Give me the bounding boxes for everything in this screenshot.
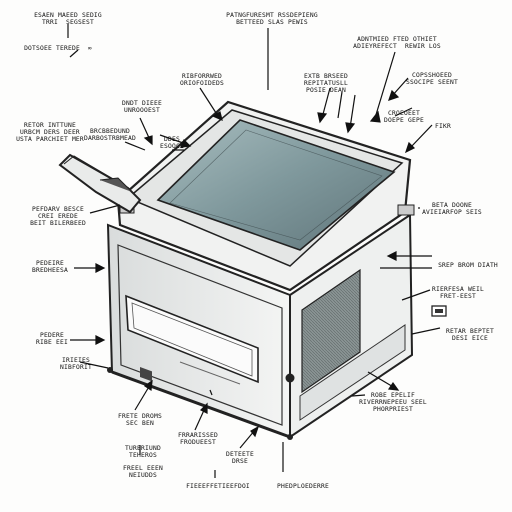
label-right-frk: FIKR [435, 123, 451, 130]
label-right-lower: RETAR BEPTET DESI EICE [446, 328, 494, 342]
label-bottom-center: FIEEEFFETIEEFDOI [186, 483, 250, 490]
label-bottom-left-1: FRETE DROMS SEC BEN [118, 413, 162, 427]
lid-handle[interactable] [60, 155, 140, 212]
label-top-right-1: ADNTMIED FTED OTHIET ADIEYREFECT REWIR LOS [353, 36, 441, 50]
label-top-left-note: ESAEN MAEED SEDIG TRRI SEGSEST [34, 12, 102, 26]
label-bottom-left-3: FREEL EEEN NEIUDDS [123, 465, 163, 479]
label-left-lower-1: PEDERE RIBE EEI [36, 332, 68, 346]
label-center-lid-1: EXTB BRSEED REPITATUSLL POSIE DEAN [304, 73, 348, 94]
side-knob[interactable] [286, 374, 295, 383]
label-top-right-2: COPSSHOEED SSOCIPE SEENT [406, 72, 458, 86]
label-right-side: SREP BROM DIATH [438, 262, 498, 269]
label-lid-left: RIBFORRWED ORIOFOIDEDS [180, 73, 224, 87]
label-left-upper-2: BRCBBEDUND DARBOSTRBMEAD [84, 128, 136, 142]
label-top-left-sub: DOTSOEE TEREDE ∞ [24, 45, 92, 52]
label-top-center: PATNGFURESMT RSSDEPIENG BETTEED SLAS PEWIS [226, 12, 318, 26]
label-left-front: PEDEIRE BREDHEESA [32, 260, 68, 274]
label-handle-mid: DDES ESOOCE [160, 136, 184, 150]
label-left-mid: PEFDARV BESCE CREI EREDE BEIT BILERBEED [30, 206, 86, 227]
label-bottom-mid-1: FRRARISSED FRODUEEST [178, 432, 218, 446]
label-left-lower-2: IRIEIES NIBFORIT [60, 357, 92, 371]
lid-hinge-right [398, 205, 414, 215]
label-bottom-right: ROBE EPELIF RIVERRNEPEEU SEEL PHORPRIEST [359, 392, 427, 413]
label-bottom-right-2: PHEDPLOEDERRE [277, 483, 329, 490]
label-bottom-left-2: TURERIUND TEHEROS [125, 445, 161, 459]
label-bottom-mid-2: DETEETE DRSE [226, 451, 254, 465]
label-left-upper-1: RETOR INTTUNE URBCM DERS DEER USTA PARCHIET MER [16, 122, 84, 143]
label-right-upper: CROEOEET DOEPE GEPE [384, 110, 424, 124]
label-right-side-2: RIERFESA WEIL FRET-EEST [432, 286, 484, 300]
label-handle-top: DNDT DIEEE UNROOOEST [122, 100, 162, 114]
label-right-mid: BETA DOONE AVIEIARFOP SEIS [422, 202, 482, 216]
